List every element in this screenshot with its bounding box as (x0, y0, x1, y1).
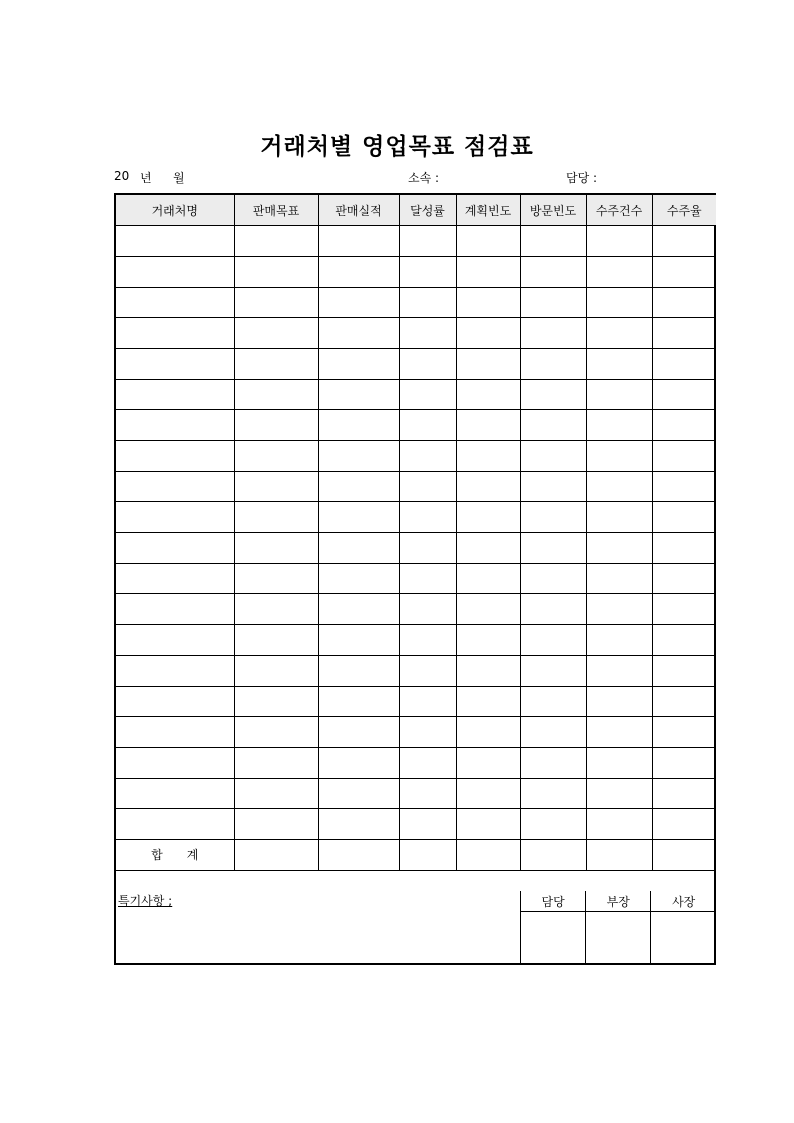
table-row (116, 747, 716, 778)
table-row (116, 318, 716, 349)
table-cell[interactable] (234, 655, 318, 686)
table-cell[interactable] (116, 410, 234, 441)
table-cell[interactable] (116, 778, 234, 809)
table-cell[interactable] (586, 533, 652, 564)
table-row (116, 502, 716, 533)
table-cell[interactable] (520, 563, 586, 594)
table-cell[interactable] (456, 287, 520, 318)
table-cell[interactable] (456, 502, 520, 533)
table-cell[interactable] (116, 686, 234, 717)
table-cell[interactable] (652, 686, 716, 717)
table-cell[interactable] (399, 625, 456, 656)
table-cell[interactable] (234, 348, 318, 379)
table-row (116, 379, 716, 410)
table-cell[interactable] (652, 441, 716, 472)
table-cell[interactable] (234, 471, 318, 502)
table-cell[interactable] (399, 778, 456, 809)
table-cell[interactable] (586, 441, 652, 472)
table-cell[interactable] (652, 410, 716, 441)
bottom-section (116, 891, 716, 963)
table-cell[interactable] (234, 686, 318, 717)
table-row (116, 778, 716, 809)
total-cell[interactable] (318, 839, 399, 870)
table-row (116, 441, 716, 472)
total-cell[interactable] (520, 839, 586, 870)
table-cell[interactable] (586, 809, 652, 840)
table-cell[interactable] (399, 563, 456, 594)
table-cell[interactable] (586, 318, 652, 349)
table-cell[interactable] (456, 809, 520, 840)
table-row (116, 809, 716, 840)
table-cell[interactable] (399, 747, 456, 778)
table-cell[interactable] (520, 778, 586, 809)
table-cell[interactable] (520, 226, 586, 257)
approval-sign-staff[interactable] (521, 912, 586, 964)
table-cell[interactable] (116, 655, 234, 686)
total-cell[interactable] (586, 839, 652, 870)
table-cell[interactable] (652, 655, 716, 686)
table-cell[interactable] (456, 717, 520, 748)
table-cell[interactable] (399, 686, 456, 717)
column-header-achievement-rate: 달성률 (399, 195, 456, 226)
table-cell[interactable] (520, 379, 586, 410)
column-header-sales-target: 판매목표 (234, 195, 318, 226)
table-cell[interactable] (399, 809, 456, 840)
table-cell[interactable] (399, 717, 456, 748)
table-cell[interactable] (586, 625, 652, 656)
table-cell[interactable] (399, 441, 456, 472)
table-cell[interactable] (399, 318, 456, 349)
table-cell[interactable] (586, 655, 652, 686)
table-cell[interactable] (116, 625, 234, 656)
approval-label-ceo: 사장 (651, 891, 716, 912)
table-cell[interactable] (234, 747, 318, 778)
table-cell[interactable] (318, 318, 399, 349)
table-cell[interactable] (520, 717, 586, 748)
table-cell[interactable] (456, 318, 520, 349)
table-cell[interactable] (234, 717, 318, 748)
table-cell[interactable] (456, 441, 520, 472)
table-cell[interactable] (234, 379, 318, 410)
table-cell[interactable] (652, 256, 716, 287)
table-cell[interactable] (234, 502, 318, 533)
table-row (116, 287, 716, 318)
table-cell[interactable] (116, 318, 234, 349)
column-header-visit-frequency: 방문빈도 (520, 195, 586, 226)
affiliation-label: 소속 : (408, 171, 440, 185)
table-cell[interactable] (116, 287, 234, 318)
table-cell[interactable] (456, 778, 520, 809)
table-cell[interactable] (456, 410, 520, 441)
table-cell[interactable] (318, 655, 399, 686)
table-cell[interactable] (234, 594, 318, 625)
table-cell[interactable] (318, 717, 399, 748)
table-cell[interactable] (456, 686, 520, 717)
table-cell[interactable] (318, 410, 399, 441)
table-row (116, 533, 716, 564)
table-cell[interactable] (520, 441, 586, 472)
table-cell[interactable] (116, 809, 234, 840)
column-header-client: 거래처명 (116, 195, 234, 226)
table-cell[interactable] (520, 318, 586, 349)
table-cell[interactable] (652, 348, 716, 379)
table-cell[interactable] (234, 563, 318, 594)
table-cell[interactable] (318, 533, 399, 564)
table-cell[interactable] (456, 226, 520, 257)
table-cell[interactable] (520, 471, 586, 502)
table-cell[interactable] (399, 471, 456, 502)
table-cell[interactable] (586, 502, 652, 533)
total-cell[interactable] (399, 839, 456, 870)
table-cell[interactable] (318, 348, 399, 379)
table-cell[interactable] (456, 625, 520, 656)
table-cell[interactable] (456, 379, 520, 410)
table-cell[interactable] (234, 778, 318, 809)
total-cell[interactable] (234, 839, 318, 870)
approval-label-manager: 부장 (586, 891, 651, 912)
table-cell[interactable] (318, 809, 399, 840)
table-cell[interactable] (234, 318, 318, 349)
table-cell[interactable] (520, 256, 586, 287)
table-cell[interactable] (520, 502, 586, 533)
table-cell[interactable] (318, 563, 399, 594)
table-cell[interactable] (520, 655, 586, 686)
table-cell[interactable] (318, 471, 399, 502)
table-cell[interactable] (520, 410, 586, 441)
table-cell[interactable] (586, 379, 652, 410)
table-cell[interactable] (652, 809, 716, 840)
table-row (116, 226, 716, 257)
table-cell[interactable] (116, 717, 234, 748)
table-cell[interactable] (318, 502, 399, 533)
table-cell[interactable] (652, 778, 716, 809)
table-cell[interactable] (652, 563, 716, 594)
total-cell[interactable] (456, 839, 520, 870)
table-cell[interactable] (586, 256, 652, 287)
approval-box (520, 891, 716, 963)
table-row (116, 655, 716, 686)
table-row (116, 717, 716, 748)
table-cell[interactable] (116, 348, 234, 379)
table-cell[interactable] (586, 348, 652, 379)
table-cell[interactable] (318, 379, 399, 410)
table-cell[interactable] (652, 625, 716, 656)
table-row (116, 563, 716, 594)
approval-sign-ceo[interactable] (651, 912, 716, 964)
table-cell[interactable] (652, 533, 716, 564)
table-cell[interactable] (318, 441, 399, 472)
table-cell[interactable] (652, 287, 716, 318)
table-cell[interactable] (586, 287, 652, 318)
table-cell[interactable] (456, 348, 520, 379)
checklist-form (114, 193, 716, 965)
table-cell[interactable] (586, 226, 652, 257)
table-row (116, 471, 716, 502)
table-cell[interactable] (399, 410, 456, 441)
table-cell[interactable] (520, 348, 586, 379)
table-cell[interactable] (520, 287, 586, 318)
table-cell[interactable] (234, 287, 318, 318)
table-cell[interactable] (652, 747, 716, 778)
remarks-field[interactable] (116, 891, 520, 963)
table-cell[interactable] (318, 287, 399, 318)
table-row (116, 594, 716, 625)
table-cell[interactable] (399, 655, 456, 686)
page-title: 거래처별 영업목표 점검표 (260, 133, 534, 160)
table-cell[interactable] (520, 533, 586, 564)
table-cell[interactable] (520, 625, 586, 656)
table-row (116, 410, 716, 441)
table-cell[interactable] (456, 655, 520, 686)
table-cell[interactable] (456, 594, 520, 625)
table-cell[interactable] (116, 747, 234, 778)
table-cell[interactable] (318, 625, 399, 656)
table-cell[interactable] (652, 594, 716, 625)
table-cell[interactable] (586, 471, 652, 502)
table-cell[interactable] (116, 471, 234, 502)
table-row (116, 256, 716, 287)
table-cell[interactable] (652, 318, 716, 349)
table-cell[interactable] (520, 809, 586, 840)
table-header-row (116, 195, 716, 226)
table-cell[interactable] (318, 226, 399, 257)
table-cell[interactable] (652, 502, 716, 533)
table-cell[interactable] (586, 686, 652, 717)
year-prefix: 20 (114, 169, 130, 183)
column-header-order-count: 수주건수 (586, 195, 652, 226)
table-cell[interactable] (234, 533, 318, 564)
table-cell[interactable] (116, 256, 234, 287)
remarks-label: 특기사항 ; (118, 894, 173, 908)
table-cell[interactable] (399, 256, 456, 287)
table-cell[interactable] (399, 379, 456, 410)
column-header-sales-result: 판매실적 (318, 195, 399, 226)
table-row (116, 686, 716, 717)
table-cell[interactable] (116, 379, 234, 410)
table-cell[interactable] (456, 256, 520, 287)
table-cell[interactable] (520, 747, 586, 778)
table-cell[interactable] (116, 594, 234, 625)
total-cell[interactable] (652, 839, 716, 870)
table-cell[interactable] (586, 778, 652, 809)
table-cell[interactable] (652, 379, 716, 410)
table-cell[interactable] (234, 256, 318, 287)
approval-sign-manager[interactable] (586, 912, 651, 964)
table-cell[interactable] (116, 226, 234, 257)
table-cell[interactable] (456, 471, 520, 502)
approval-label-staff: 담당 (521, 891, 586, 912)
table-cell[interactable] (399, 502, 456, 533)
manager-label: 담당 : (566, 171, 598, 185)
table-cell[interactable] (586, 747, 652, 778)
table-cell[interactable] (234, 410, 318, 441)
total-label: 합 계 (116, 839, 234, 870)
table-row (116, 348, 716, 379)
table-cell[interactable] (399, 594, 456, 625)
table-cell[interactable] (116, 441, 234, 472)
table-row (116, 625, 716, 656)
table-cell[interactable] (116, 533, 234, 564)
table-cell[interactable] (586, 717, 652, 748)
table-cell[interactable] (318, 686, 399, 717)
table-cell[interactable] (234, 226, 318, 257)
table-cell[interactable] (318, 594, 399, 625)
table-cell[interactable] (586, 594, 652, 625)
table-cell[interactable] (234, 441, 318, 472)
table-cell[interactable] (520, 594, 586, 625)
table-cell[interactable] (116, 563, 234, 594)
table-cell[interactable] (520, 686, 586, 717)
table-cell[interactable] (318, 778, 399, 809)
table-cell[interactable] (234, 809, 318, 840)
table-cell[interactable] (318, 256, 399, 287)
table-cell[interactable] (234, 625, 318, 656)
table-cell[interactable] (652, 471, 716, 502)
month-label: 월 (173, 171, 185, 185)
table-cell[interactable] (652, 717, 716, 748)
table-cell[interactable] (318, 747, 399, 778)
table-cell[interactable] (399, 226, 456, 257)
table-cell[interactable] (586, 563, 652, 594)
table-cell[interactable] (399, 287, 456, 318)
table-cell[interactable] (399, 533, 456, 564)
total-row (116, 839, 716, 870)
table-cell[interactable] (399, 348, 456, 379)
year-label: 년 (140, 171, 152, 185)
column-header-order-rate: 수주율 (652, 195, 716, 226)
sales-target-table (116, 195, 716, 871)
table-cell[interactable] (586, 410, 652, 441)
table-cell[interactable] (456, 747, 520, 778)
table-cell[interactable] (652, 226, 716, 257)
table-cell[interactable] (116, 502, 234, 533)
table-cell[interactable] (456, 533, 520, 564)
column-header-planned-frequency: 계획빈도 (456, 195, 520, 226)
table-cell[interactable] (456, 563, 520, 594)
